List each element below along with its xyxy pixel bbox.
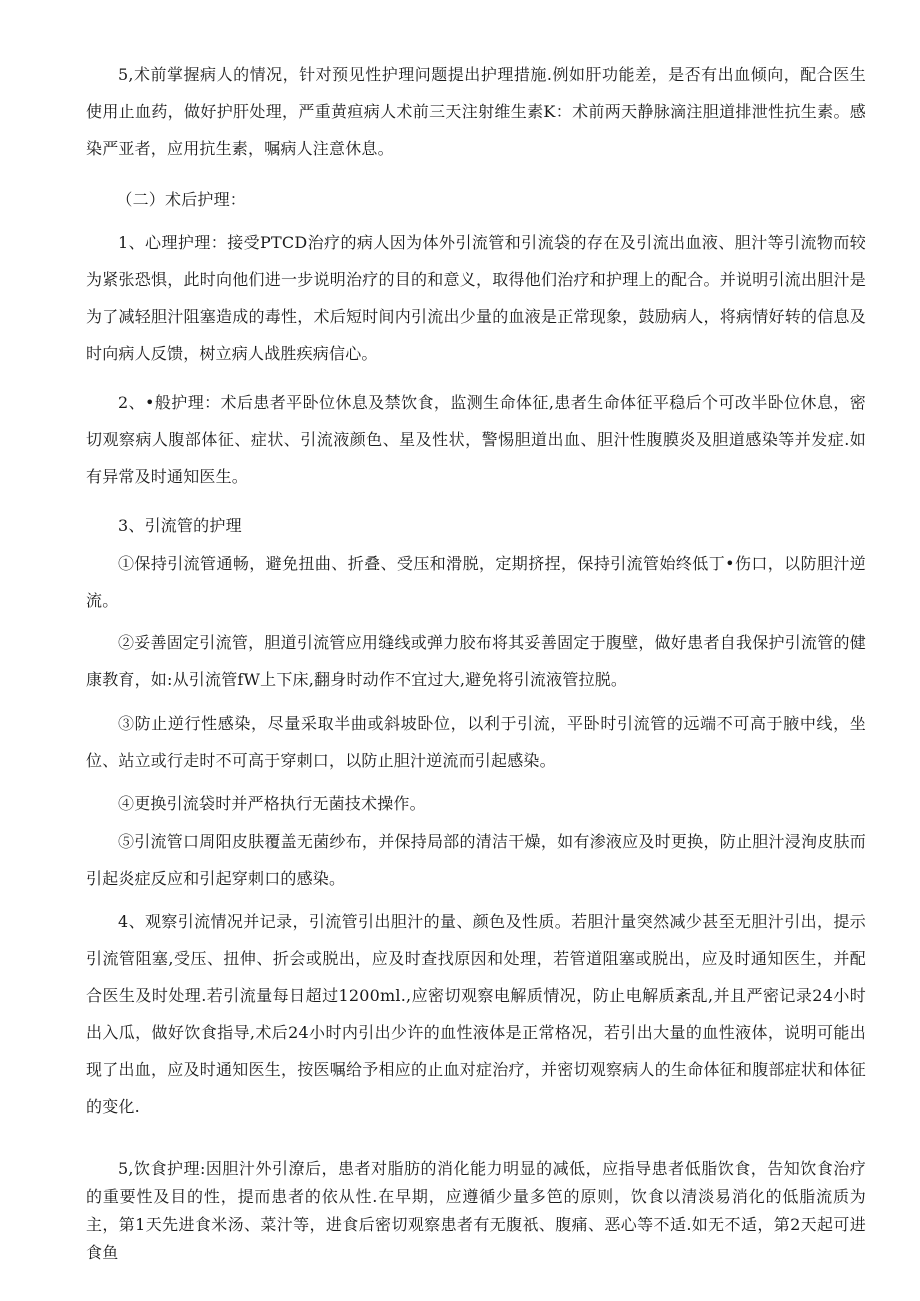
paragraph-diet-care: 5,饮食护理:因胆汁外引潦后，患者对脂肪的消化能力明显的减低，应指导患者低脂饮食，告知饮食治疗的重要性及目的性，提而患者的依从性.在早期，应遵循少量多笆的原则，饮食以清淡易消化的低脂流质为主，第1天先进食米汤、菜汁等，进食后密切观察患者有无腹祇、腹痛、恶心等不适.如无不适，第2天起可进食鱼: [86, 1159, 866, 1262]
paragraph-drainage-item-3: ③防止逆行性感染，尽量采取半曲或斜坡卧位，以利于引流，平卧时引流管的远端不可高于腋中线，坐位、站立或行走时不可高于穿刺口，以防止胆汁逆流而引起感染。: [86, 714, 866, 770]
paragraph-observe-drainage: 4、观察引流情况并记录，引流管引出胆汁的量、颜色及性质。若胆汁量突然减少甚至无胆汁引出，提示引流管阻塞,受压、扭伸、折会或脱出，应及时查找原因和处理，若管道阻塞或脱出，应及时通知医生，并配合医生及时处理.若引流量每日超过1200ml.,应密切观察电解质情况，防止电解质紊乱,并且严密记录24小时出入瓜，做好饮食指导,术后24小时内引出少许的血性液体是正常格况，若引出大量的血性液体，说明可能出现了出血，应及时通知医生，按医嘱给予相应的止血对症治疗，并密切观察病人的生命体征和腹部症状和体征的变化.: [86, 912, 866, 1116]
paragraph-drainage-item-2: ②妥善固定引流管，胆道引流管应用缝线或弹力胶布将其妥善固定于腹壁，做好患者自我保护引流管的健康教育，如:从引流管fW上下床,翻身时动作不宜过大,避免将引流液管拉脱。: [86, 633, 866, 689]
paragraph-psychological-care: 1、心理护理：接受PTCD治疗的病人因为体外引流管和引流袋的存在及引流出血液、胆汁等引流物而较为紧张恐惧，此时向他们进一步说明治疗的目的和意义，取得他们治疗和护理上的配合。并说明引流出胆汁是为了减轻胆汁阻塞造成的毒性，术后短时间内引流出少量的血液是正常现象，鼓励病人，将病情好转的信息及时向病人反馈，树立病人战胜疾病信心。: [86, 233, 866, 363]
paragraph-general-care: 2、•般护理：术后患者平卧位休息及禁饮食，监测生命体征,患者生命体征平稳后个可改半卧位休息，密切观察病人腹部体征、症状、引流液颜色、星及性状，警惕胆道出血、胆汁性腹膜炎及胆道感染等并发症.如有异常及时通知医生。: [86, 393, 866, 486]
paragraph-drainage-item-5: ⑤引流管口周阳皮肤覆盖无菌纱布，并保持局部的清洁干燥，如有渗液应及时更换，防止胆汁浸洵皮肤而引起炎症反应和引起穿刺口的感染。: [86, 832, 866, 888]
section-heading-postop-care: （二）术后护理：: [116, 190, 246, 209]
paragraph-drainage-item-4: ④更换引流袋时并严格执行无菌技术操作。: [118, 794, 426, 813]
paragraph-drainage-item-1: ①保持引流管通畅，避免扭曲、折叠、受压和滑脱，定期挤捏，保持引流管始终低丁•伤口，以防胆汁逆流。: [86, 554, 866, 610]
paragraph-drainage-heading: 3、引流管的护理: [118, 516, 242, 535]
paragraph-preop-measures: 5,术前掌握病人的情况，针对预见性护理问题提出护理措施.例如肝功能差，是否有出血倾向，配合医生使用止血药，做好护肝处理，严重黄疸病人术前三天注射维生素K：术前两天静脉滴注胆道排泄性抗生素。感染严亚者，应用抗生素，嘱病人注意休息。: [86, 65, 866, 158]
